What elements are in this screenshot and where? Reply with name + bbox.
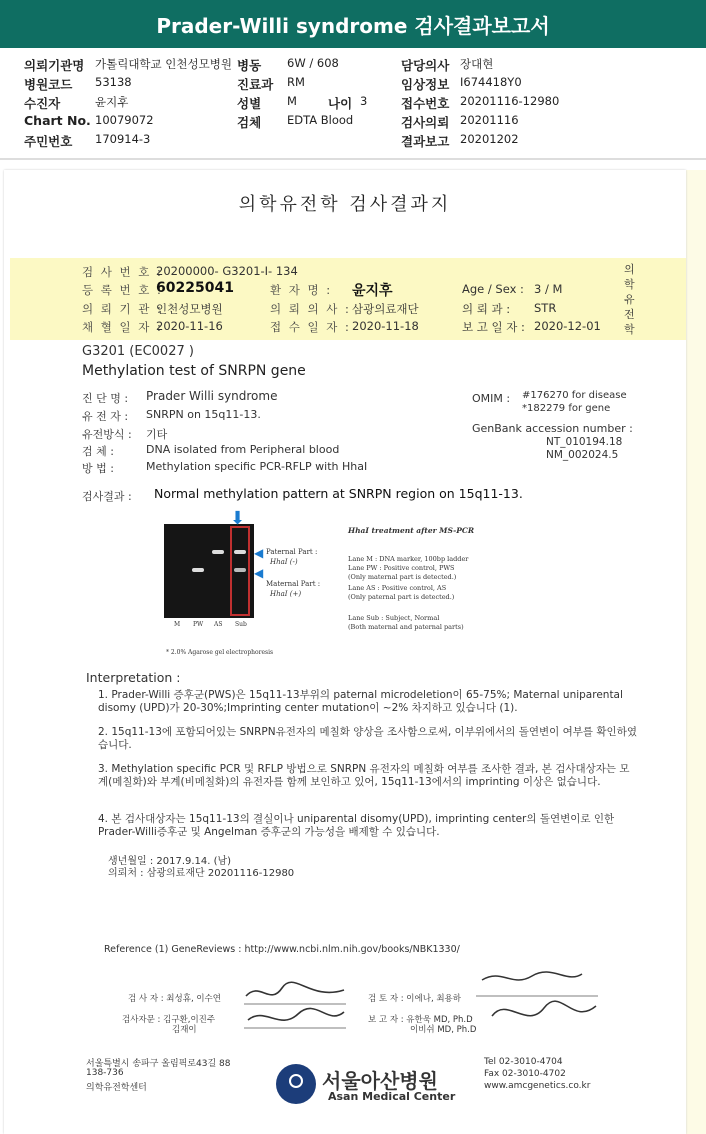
org: 인천성모병원 (156, 302, 223, 316)
label-doctor: 담당의사 (401, 58, 450, 73)
signature-left (240, 976, 350, 1036)
birth-date: 생년월일 : 2017.9.14. (남) (108, 856, 232, 867)
diagnosis-label: 진 단 명 : (82, 392, 129, 405)
paternal-label: Paternal Part : (266, 548, 318, 556)
reviewer: 검 토 자 : 이에나, 최용하 (368, 994, 461, 1004)
label-clinical: 임상정보 (401, 77, 450, 92)
value-clinical: I674418Y0 (460, 75, 522, 89)
arrow-down-icon: ⬇ (230, 508, 246, 529)
report-title: Prader-Willi syndrome 검사결과보고서 (156, 13, 550, 38)
gel-band (192, 568, 204, 572)
exam-no-label: 검 사 번 호 : (82, 265, 163, 279)
sheet-margin (686, 170, 706, 1134)
result-label: 검사결과 : (82, 490, 132, 503)
value-report-date: 20201202 (460, 132, 519, 146)
report-title-bar (0, 0, 706, 48)
legend-line: Lane PW : Positive control, PWS (348, 564, 455, 572)
age-sex: 3 / M (534, 282, 563, 296)
arrow-left-icon: ◀ (254, 546, 264, 560)
gel-image (164, 524, 254, 618)
reference: Reference (1) GeneReviews : http://www.ncbi.nlm.nih.gov/books/NBK1330/ (104, 944, 460, 955)
legend-line: Lane AS : Positive control, AS (348, 584, 447, 592)
paternal-sub: HhaI (-) (270, 558, 298, 566)
exam-no: 20200000- G3201-I- 134 (156, 264, 298, 278)
maternal-label: Maternal Part : (266, 580, 321, 588)
inheritance: 기타 (146, 428, 168, 441)
label-dept: 진료과 (237, 77, 274, 92)
interpretation-item: 2. 15q11-13에 포함되어있는 SNRPN유전자의 메칠화 양상을 조사함으로써, 이부위에서의 돌연변이 여부를 확인하였습니다. (98, 726, 637, 751)
lane-label: PW (193, 621, 204, 628)
test-code: G3201 (EC0027 ) (82, 344, 194, 359)
report-date-label: 보 고 일 자 : (462, 320, 525, 334)
dept: STR (534, 301, 557, 315)
collect-label: 채 혈 일 자 : (82, 320, 163, 334)
report-sheet (4, 170, 686, 1134)
patient-label: 환 자 명 : (270, 283, 333, 297)
value-idno: 170914-3 (95, 132, 151, 146)
result-text: Normal methylation pattern at SNRPN region on 15q11-13. (154, 486, 523, 501)
method: Methylation specific PCR-RFLP with HhaI (146, 460, 368, 473)
header-row (0, 113, 706, 132)
patient-name: 윤지후 (352, 283, 393, 299)
label-report-date: 결과보고 (401, 134, 450, 149)
interpretation-item: 3. Methylation specific PCR 및 RFLP 방법으로 SNRPN 유전자의 메칠화 여부를 조사한 결과, 본 검사대상자는 모계(메칠화)와 부계(비메칠화)의 유전자를 함께 보인하고 있어, 15q11-13에서의 imprinting 이상은 없습니다. (98, 763, 630, 788)
label-request: 검사의뢰 (401, 115, 450, 130)
header-row (0, 132, 706, 151)
header-row (0, 75, 706, 94)
receive-label: 접 수 일 자 : (270, 320, 351, 334)
reg-no: 60225041 (156, 280, 234, 296)
label-code: 병원코드 (24, 77, 73, 92)
test-name: Methylation test of SNRPN gene (82, 363, 306, 379)
value-age: 3 (360, 94, 368, 108)
legend-line: Lane Sub : Subject, Normal (348, 614, 440, 622)
value-specimen: EDTA Blood (287, 113, 354, 127)
value-ward: 6W / 608 (287, 56, 339, 70)
interpretation-label: Interpretation : (86, 670, 181, 685)
hospital-logo-icon (276, 1064, 316, 1104)
reporter: 보 고 자 : 유한욱 MD, Ph.D (368, 1015, 473, 1025)
legend-line: Lane M : DNA marker, 100bp ladder (348, 555, 469, 563)
arrow-left-icon: ◀ (254, 566, 264, 580)
label-receipt: 접수번호 (401, 96, 450, 111)
label-sex: 성별 (237, 96, 262, 111)
lane-label: AS (214, 621, 223, 628)
label-patient: 수진자 (24, 96, 61, 111)
value-dept: RM (287, 75, 305, 89)
header-divider (0, 158, 706, 160)
gene-label: 유 전 자 : (82, 410, 129, 423)
sheet-title: 의학유전학 검사결과지 (238, 194, 452, 215)
value-sex: M (287, 94, 297, 108)
tester: 검 사 자 : 최성휴, 이수연 (128, 994, 221, 1004)
genbank-label: GenBank accession number : (472, 422, 633, 435)
specimen: DNA isolated from Peripheral blood (146, 443, 340, 456)
value-patient: 윤지후 (95, 95, 129, 109)
contact-web: www.amcgenetics.co.kr (484, 1081, 591, 1091)
signature-right (472, 966, 602, 1038)
age-sex-label: Age / Sex : (462, 282, 524, 296)
address-line: 138-736 (86, 1068, 124, 1078)
genbank-nt: NT_010194.18 (546, 436, 623, 448)
omim-disease: #176270 for disease (522, 390, 627, 401)
specimen-label: 검 체 : (82, 445, 114, 458)
diagnosis: Prader Willi syndrome (146, 389, 278, 403)
value-org: 가톨릭대학교 인천성모병원 (95, 57, 232, 71)
address-line: 의학유전학센터 (86, 1083, 147, 1093)
label-chart: Chart No. (24, 113, 91, 128)
figure-title: HhaI treatment after MS-PCR (348, 526, 475, 535)
omim-label: OMIM : (472, 392, 511, 405)
inheritance-label: 유전방식 : (82, 428, 132, 441)
address-line: 서울특별시 송파구 올림픽로43길 88 (86, 1059, 231, 1069)
hospital-name-en: Asan Medical Center (328, 1090, 456, 1103)
value-doctor: 장대현 (460, 57, 494, 71)
side-label: 의 학 유 전 학 (624, 263, 635, 336)
reg-no-label: 등 록 번 호 : (82, 283, 163, 297)
value-code: 53138 (95, 75, 132, 89)
genbank-nm: NM_002024.5 (546, 449, 619, 461)
contact-tel: Tel 02-3010-4704 (484, 1057, 563, 1067)
referrer: 의뢰처 : 삼광의료재단 20201116-12980 (108, 868, 295, 879)
subject-lane-box (230, 526, 250, 616)
collect-date: 2020-11-16 (156, 319, 223, 333)
advisor: 검사자문 : 김구환,이진주 (122, 1015, 216, 1025)
header-row (0, 56, 706, 75)
method-label: 방 법 : (82, 462, 114, 475)
value-request: 20201116 (460, 113, 519, 127)
hospital-name-kr: 서울아산병원 (322, 1069, 438, 1093)
label-ward: 병동 (237, 58, 262, 73)
maternal-sub: HhaI (+) (270, 590, 302, 598)
lane-label: Sub (235, 621, 247, 628)
gene: SNRPN on 15q11-13. (146, 408, 261, 421)
receive-date: 2020-11-18 (352, 319, 419, 333)
dept-label: 의 뢰 과 : (462, 302, 511, 316)
header-info (0, 48, 706, 160)
doctor: 삼광의료재단 (352, 302, 419, 316)
value-chart: 10079072 (95, 113, 154, 127)
header-row (0, 94, 706, 113)
interpretation-item: 4. 본 검사대상자는 15q11-13의 결실이나 uniparental disomy(UPD), imprinting center의 돌연변이로 인한 Prader-Willi증후군 및 Angelman 증후군의 가능성을 배제할 수 있습니다. (98, 813, 615, 838)
label-idno: 주민번호 (24, 134, 73, 149)
omim-gene: *182279 for gene (522, 403, 611, 414)
label-org: 의뢰기관명 (24, 58, 85, 73)
legend-line: (Only paternal part is detected.) (348, 593, 455, 601)
gel-band (212, 550, 224, 554)
figure-caption: * 2.0% Agarose gel electrophoresis (166, 649, 274, 656)
org-label: 의 뢰 기 관 : (82, 302, 163, 316)
lane-label: M (174, 621, 181, 628)
reporter-2: 이비쉬 MD, Ph.D (410, 1025, 477, 1035)
value-receipt: 20201116-12980 (460, 94, 560, 108)
contact-fax: Fax 02-3010-4702 (484, 1069, 566, 1079)
advisor-2: 김재이 (172, 1025, 197, 1035)
label-age: 나이 (328, 96, 353, 111)
legend-line: (Both maternal and paternal parts) (348, 623, 464, 631)
doctor-label: 의 뢰 의 사 : (270, 302, 351, 316)
report-date: 2020-12-01 (534, 319, 601, 333)
legend-line: (Only maternal part is detected.) (348, 573, 457, 581)
label-specimen: 검체 (237, 115, 262, 130)
interpretation-item: 1. Prader-Willi 증후군(PWS)은 15q11-13부위의 paternal microdeletion이 65-75%; Maternal uniparental disomy (UPD)가 20-30%;Imprinting center mutation이 ~2% 차지하고 있습니다 (1). (98, 689, 623, 714)
